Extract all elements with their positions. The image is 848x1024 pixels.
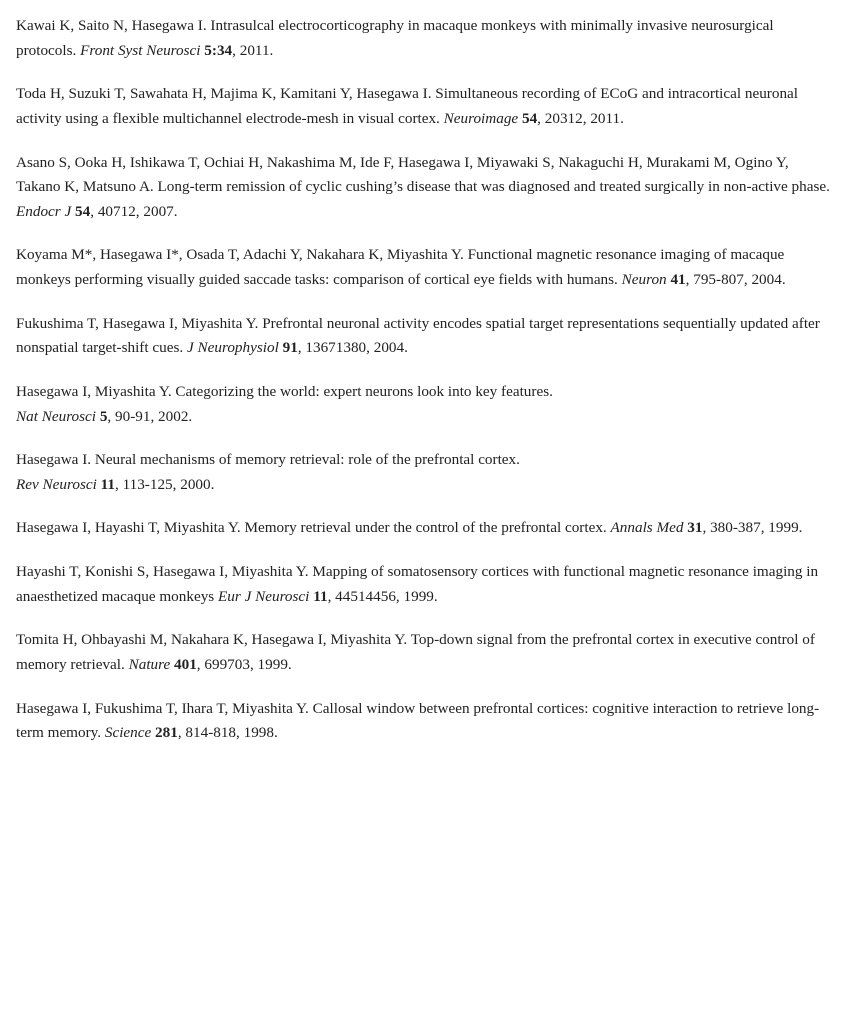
citation-text: , 795-807, 2004. [685, 271, 786, 288]
reference-entry [16, 151, 834, 225]
reference-entry [16, 560, 834, 609]
journal-name: Neuron [621, 271, 671, 288]
journal-name: Rev Neurosci [16, 475, 101, 493]
citation-text: Koyama M*, Hasegawa I*, Osada T, Adachi Y, Nakahara K, Miyashita Y. Functional magnetic resonance imaging of macaque monkeys performing visually guided saccade tasks: comparison of cortical eye fields with humans. [16, 246, 785, 288]
citation-text: Toda H, Suzuki T, Sawahata H, Majima K, Kamitani Y, Hasegawa I. Simultaneous recording of ECoG and intracortical neuronal activity using a flexible multichannel electrode-mesh in visual cortex. [16, 85, 799, 127]
volume-number: 5 [99, 407, 108, 425]
citation-text: Hayashi T, Konishi S, Hasegawa I, Miyashita Y. Mapping of somatosensory cortices with functional magnetic resonance imaging in anaesthetized macaque monkeys [16, 563, 819, 605]
journal-name: Eur J Neurosci [218, 587, 314, 605]
volume-number: 5:34 [204, 41, 233, 59]
reference-entry [16, 243, 834, 292]
citation-text: Hasegawa I. Neural mechanisms of memory retrieval: role of the prefrontal cortex. [16, 451, 520, 469]
reference-entry [16, 380, 834, 429]
reference-entry [16, 14, 834, 63]
citation-text: , 40712, 2007. [90, 202, 178, 220]
journal-name: Front Syst Neurosci [80, 41, 205, 59]
journal-name: Nature [128, 655, 175, 673]
reference-entry [16, 312, 834, 361]
citation-text: , 814-818, 1998. [177, 724, 278, 742]
journal-name: Endocr J [16, 202, 76, 220]
volume-number: 281 [155, 724, 178, 742]
journal-name: Science [104, 724, 156, 742]
volume-number: 11 [313, 587, 328, 605]
citation-text: , 13671380, 2004. [297, 339, 408, 357]
citation-text: Kawai K, Saito N, Hasegawa I. Intrasulcal electrocorticography in macaque monkeys with minimally invasive neurosurgical protocols. [16, 17, 774, 59]
reference-entry [16, 628, 834, 677]
volume-number: 91 [282, 339, 298, 357]
citation-text: , 44514456, 1999. [327, 587, 438, 605]
volume-number: 54 [75, 202, 91, 220]
journal-name: Annals Med [610, 519, 688, 537]
volume-number: 41 [670, 271, 686, 288]
reference-entry [16, 448, 834, 497]
citation-text: Hasegawa I, Miyashita Y. Categorizing the world: expert neurons look into key features. [16, 382, 553, 400]
citation-text: , 699703, 1999. [196, 655, 292, 673]
reference-list [16, 14, 834, 746]
citation-text: Asano S, Ooka H, Ishikawa T, Ochiai H, Nakashima M, Ide F, Hasegawa I, Miyawaki S, Nakaguchi H, Murakami M, Ogino Y, Takano K, Matsuno A. Long-term remission of cyclic cushing’s disease that was diagnosed and treated surgically in non-active phase. [16, 153, 830, 196]
journal-name: Neuroimage [443, 109, 522, 127]
citation-text: , 20312, 2011. [537, 109, 624, 127]
reference-entry [16, 516, 834, 541]
journal-name: J Neurophysiol [186, 339, 283, 357]
citation-text: , 2011. [232, 41, 274, 59]
volume-number: 11 [100, 475, 115, 493]
citation-text: Hasegawa I, Hayashi T, Miyashita Y. Memory retrieval under the control of the prefrontal cortex. [16, 519, 611, 537]
reference-entry [16, 82, 834, 131]
journal-name: Nat Neurosci [16, 407, 100, 425]
citation-text: , 380-387, 1999. [702, 519, 803, 537]
citation-text: , 113-125, 2000. [115, 475, 215, 493]
citation-text: , 90-91, 2002. [107, 407, 193, 425]
citation-text: Tomita H, Ohbayashi M, Nakahara K, Hasegawa I, Miyashita Y. Top-down signal from the prefrontal cortex in executive control of memory retrieval. [16, 631, 815, 673]
volume-number: 31 [687, 519, 703, 537]
citation-text: Hasegawa I, Fukushima T, Ihara T, Miyashita Y. Callosal window between prefrontal cortices: cognitive interaction to retrieve long-term memory. [16, 699, 820, 742]
volume-number: 54 [521, 109, 538, 127]
volume-number: 401 [174, 655, 197, 673]
reference-entry [16, 697, 834, 746]
citation-text: Fukushima T, Hasegawa I, Miyashita Y. Prefrontal neuronal activity encodes spatial target representations sequentially updated after nonspatial target-shift cues. [16, 314, 820, 357]
